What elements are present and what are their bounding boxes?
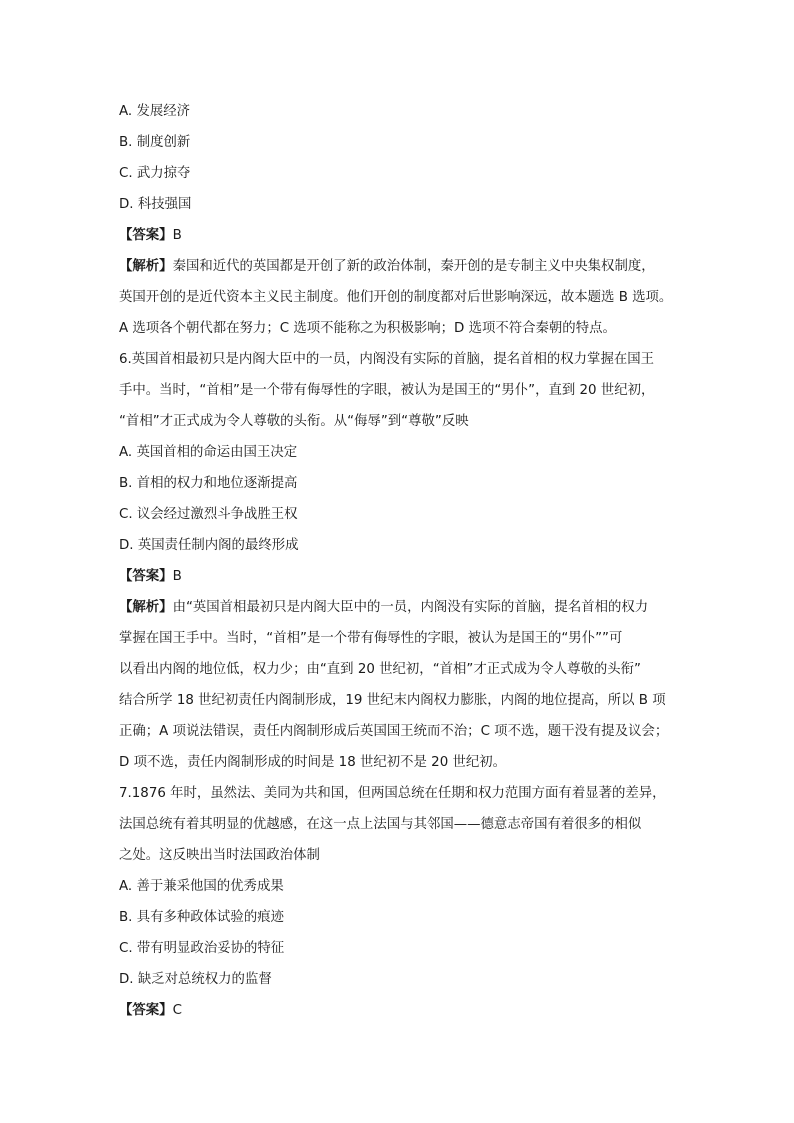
q7-stem-line-2: 法国总统有着其明显的优越感，在这一点上法国与其邻国——德意志帝国有着很多的相似	[119, 817, 642, 832]
q7-stem-line-3: 之处。这反映出当时法国政治体制	[119, 848, 320, 863]
q7-answer	[119, 995, 684, 1026]
q6-option-c: C. 议会经过激烈斗争战胜王权	[119, 507, 298, 522]
q5-option-d: D. 科技强国	[119, 197, 192, 212]
q6-stem-line-3: “首相”才正式成为令人尊敬的头衔。从“侮辱”到“尊敬”反映	[119, 414, 469, 429]
q7-option-c: C. 带有明显政治妥协的特征	[119, 941, 285, 956]
answer-value: B	[172, 569, 182, 584]
q7-option-b: B. 具有多种政体试验的痕迹	[119, 910, 284, 925]
answer-tag: 【答案】	[119, 1003, 173, 1018]
q5-option-c: C. 武力掠夺	[119, 166, 191, 181]
q6-analysis-line-1	[119, 592, 684, 623]
analysis-text: 由“英国首相最初只是内阁大臣中的一员，内阁没有实际的首脑，提名首相的权力	[172, 600, 649, 615]
q7-stem-line-1: 7.1876 年时，虽然法、美同为共和国，但两国总统在任期和权力范围方面有着显著的差异，	[119, 786, 666, 801]
q5-option-a: A. 发展经济	[119, 104, 190, 119]
q5-analysis-line-1	[119, 251, 684, 282]
analysis-tag: 【解析】	[119, 600, 173, 615]
q5-answer	[119, 220, 684, 251]
analysis-text: 秦国和近代的英国都是开创了新的政治体制，秦开创的是专制主义中央集权制度，	[172, 259, 655, 274]
answer-tag: 【答案】	[119, 569, 173, 584]
analysis-tag: 【解析】	[119, 259, 173, 274]
q7-option-d: D. 缺乏对总统权力的监督	[119, 972, 272, 987]
q6-analysis-line-6: D 项不选，责任内阁制形成的时间是 18 世纪初不是 20 世纪初。	[119, 755, 507, 770]
q6-stem-line-2: 手中。当时，“首相”是一个带有侮辱性的字眼，被认为是国王的“男仆”，直到 20 世纪初，	[119, 383, 655, 398]
document-body	[119, 96, 684, 1026]
q6-analysis-line-3: 以看出内阁的地位低，权力少；由“直到 20 世纪初，“首相”才正式成为令人尊敬的头衔”	[119, 662, 641, 677]
q6-option-a: A. 英国首相的命运由国王决定	[119, 445, 298, 460]
q6-answer	[119, 561, 684, 592]
q5-option-b: B. 制度创新	[119, 135, 191, 150]
q6-stem-line-1: 6.英国首相最初只是内阁大臣中的一员，内阁没有实际的首脑，提名首相的权力掌握在国王	[119, 352, 655, 367]
answer-value: B	[172, 228, 182, 243]
answer-tag: 【答案】	[119, 228, 173, 243]
q6-option-b: B. 首相的权力和地位逐渐提高	[119, 476, 298, 491]
q6-option-d: D. 英国责任制内阁的最终形成	[119, 538, 299, 553]
q6-analysis-line-2: 掌握在国王手中。当时，“首相”是一个带有侮辱性的字眼，被认为是国王的“男仆””可	[119, 631, 623, 646]
answer-value: C	[172, 1003, 182, 1018]
q7-option-a: A. 善于兼采他国的优秀成果	[119, 879, 284, 894]
q6-analysis-line-4: 结合所学 18 世纪初责任内阁制形成，19 世纪末内阁权力膨胀，内阁的地位提高，所以 B 项	[119, 693, 666, 708]
q5-analysis-line-2: 英国开创的是近代资本主义民主制度。他们开创的制度都对后世影响深远，故本题选 B 选项。	[119, 290, 673, 305]
q5-analysis-line-3: A 选项各个朝代都在努力；C 选项不能称之为积极影响；D 选项不符合秦朝的特点。	[119, 321, 616, 336]
q6-analysis-line-5: 正确；A 项说法错误，责任内阁制形成后英国国王统而不治；C 项不选，题干没有提及议会；	[119, 724, 669, 739]
